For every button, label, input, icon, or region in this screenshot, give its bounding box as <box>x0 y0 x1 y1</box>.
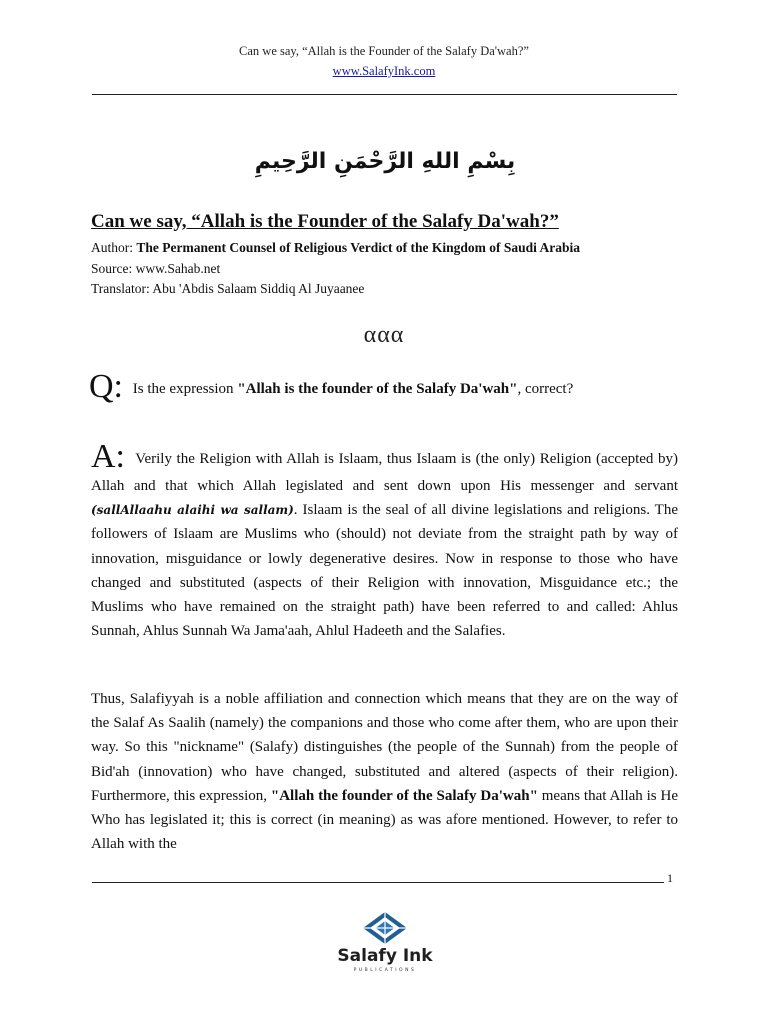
question-text-post: , correct? <box>517 381 574 397</box>
translator-line: Translator: Abu 'Abdis Salaam Siddiq Al Juyaanee <box>91 281 365 296</box>
answer-p1-end: . Islaam is the seal of all divine legislations and religions. The followers of Islaam are Muslims who (should) not deviate from the straight path by way of innovation, misguidance or lowly degenerative desires. Now in response to those who have changed and substituted (aspects of their Religion with innovation, Misguidance etc.; the Muslims who have remained on the straight path) have been referred to and called: Ahlus Sunnah, Ahlus Sunnah Wa Jama'aah, Ahlul Hadeeth and the Salafies. <box>91 502 678 640</box>
answer-paragraph-1 <box>91 440 678 643</box>
source-line: Source: www.Sahab.net <box>91 261 221 276</box>
logo-subtitle: PUBLICATIONS <box>353 968 417 973</box>
question-letter: Q: <box>89 368 123 405</box>
answer-p2-bold: "Allah the founder of the Salafy Da'wah" <box>270 787 538 804</box>
author-name: The Permanent Counsel of Religious Verdict of the Kingdom of Saudi Arabia <box>136 240 581 255</box>
website-link[interactable]: www.SalafyInk.com <box>332 64 436 78</box>
question-paragraph <box>89 370 679 404</box>
running-header-title: Can we say, “Allah is the Founder of the Salafy Da'wah?” <box>239 44 529 58</box>
logo-name: Salafy Ink <box>337 946 433 966</box>
author-line <box>91 240 580 256</box>
answer-p1-start: Verily the Religion with Allah is Islaam, thus Islaam is (the only) Religion (accepted by) Allah and that which Allah legislated and sent down upon His messenger and servant <box>91 451 678 494</box>
running-header-link-wrapper <box>0 64 768 79</box>
footer-rule <box>92 882 664 883</box>
basmala-calligraphy <box>254 136 516 184</box>
author-label: Author: <box>91 240 133 255</box>
question-text-pre: Is the expression <box>129 381 238 397</box>
answer-letter: A: <box>91 438 125 475</box>
document-title: Can we say, “Allah is the Founder of the Salafy Da'wah?” <box>91 211 559 232</box>
page-number: 1 <box>667 871 673 885</box>
basmala-text: بِسْمِ اللهِ الرَّحْمَنِ الرَّحِيمِ <box>254 149 516 174</box>
answer-p2-end: means that Allah is He Who has legislated it; this is correct (in meaning) as was afore mentioned. However, to refer to Allah with the <box>91 787 678 853</box>
answer-paragraph-2 <box>91 687 678 856</box>
header-rule <box>92 94 677 95</box>
section-divider-symbol: ααα <box>363 322 405 348</box>
question-text-bold: "Allah is the founder of the Salafy Da'wah" <box>237 381 518 397</box>
answer-p2-start: Thus, Salafiyyah is a noble affiliation and connection which means that they are on the way of the Salaf As Saalih (namely) the companions and those who come after them, who are upon their way. So this "nickname" (Salafy) distinguishes (the people of the Sunnah) from the people of Bid'ah (innovation) who have changed, substituted and altered (aspects of their religion). Furthermore, this expression, <box>91 691 678 804</box>
salutation-script: (sallAllaahu alaihi wa sallam) <box>91 503 294 518</box>
